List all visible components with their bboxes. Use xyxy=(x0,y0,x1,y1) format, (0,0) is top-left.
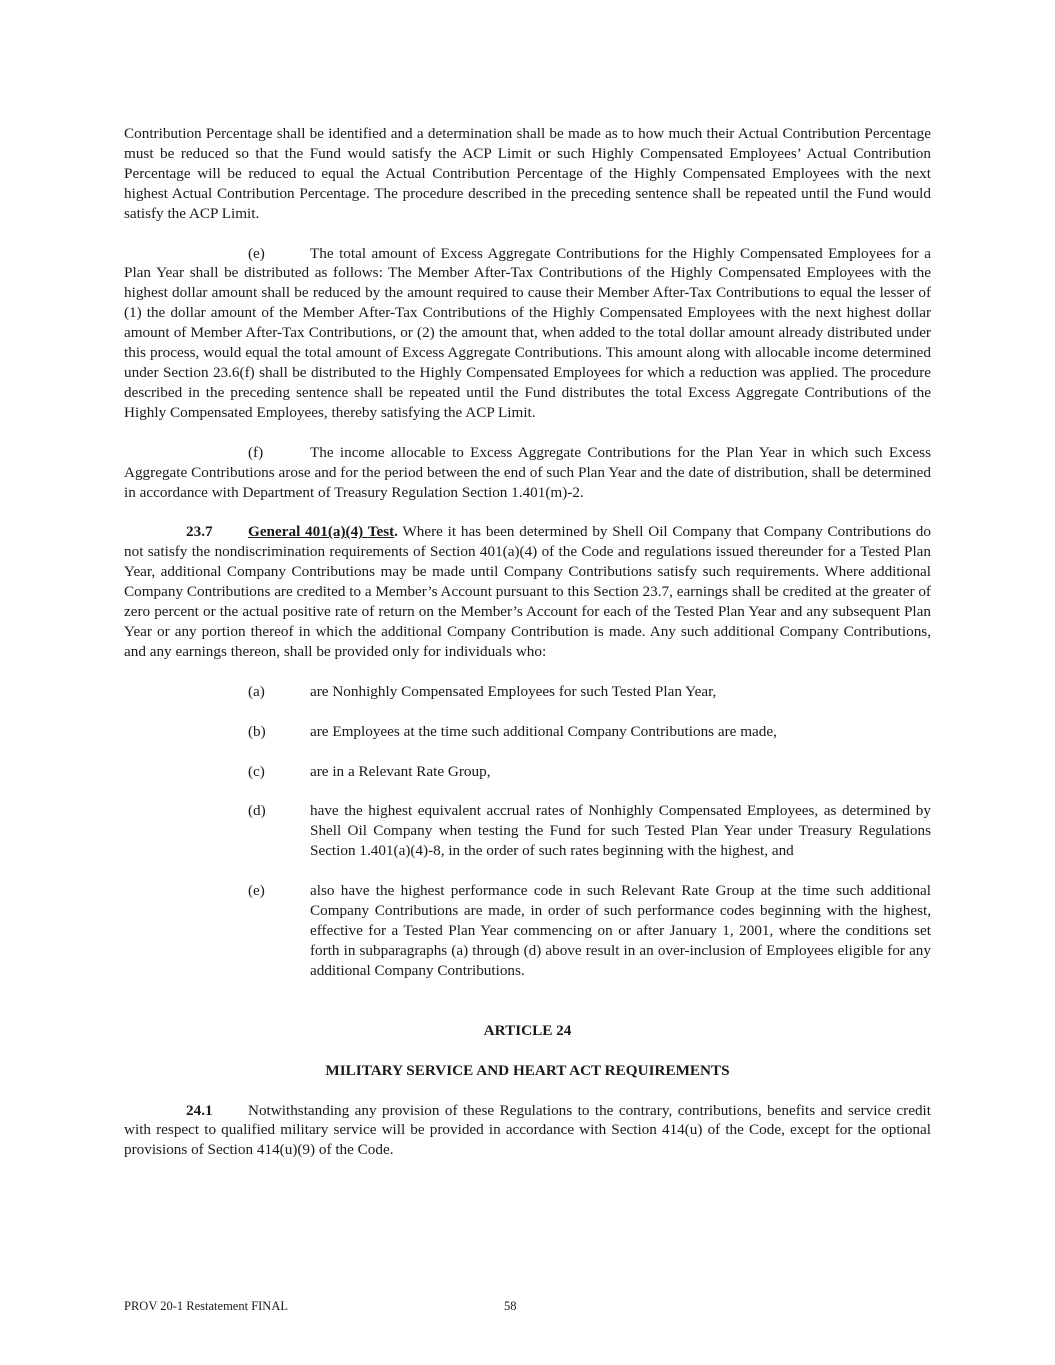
list-item xyxy=(248,682,931,702)
list-item-label: (d) xyxy=(248,802,266,820)
article-number: ARTICLE 24 xyxy=(483,1021,572,1039)
footer-doc-id: PROV 20-1 Restatement FINAL xyxy=(124,1299,288,1313)
section-23-7 xyxy=(124,522,931,661)
list-item-text: are in a Relevant Rate Group, xyxy=(310,762,491,780)
list-item-text: have the highest equivalent accrual rates of Nonhighly Compensated Employees, as determined by Shell Oil Company when testing the Fund for such Tested Plan Year under Treasury Regulations Section 1.401(a)(4)-8, in the order of such rates beginning with the highest, and xyxy=(310,802,931,860)
list-item-text: are Nonhighly Compensated Employees for such Tested Plan Year, xyxy=(310,682,717,700)
list-item-label: (a) xyxy=(248,682,265,700)
section-24-1 xyxy=(124,1101,931,1161)
document-page xyxy=(124,124,931,1180)
section-24-1-text: Notwithstanding any provision of these Regulations to the contrary, contributions, benefits and service credit with respect to qualified military service will be provided in accordance with Section 414(u) of the Code, except for the optional provisions of Section 414(u)(9) of the Code. xyxy=(124,1101,931,1159)
footer-page-number: 58 xyxy=(504,1299,517,1313)
section-23-7-title-period: . xyxy=(394,523,398,541)
list-item-label: (e) xyxy=(248,882,265,900)
paragraph-f-text: The income allocable to Excess Aggregate Contributions for the Plan Year in which such Excess Aggregate Contributions arose and for the period between the end of such Plan Year and the date of distribution, shall be determined in accordance with Department of Treasury Regulation Section 1.401(m)-2. xyxy=(124,443,931,501)
section-23-7-number: 23.7 xyxy=(186,523,213,541)
section-24-1-number: 24.1 xyxy=(186,1101,213,1119)
list-item-label: (c) xyxy=(248,762,265,780)
paragraph-f-label: (f) xyxy=(248,443,264,461)
list-item xyxy=(248,762,931,782)
paragraph-e xyxy=(124,244,931,423)
list-item xyxy=(248,881,931,981)
article-title: MILITARY SERVICE AND HEART ACT REQUIREMENTS xyxy=(325,1061,730,1079)
list-item-label: (b) xyxy=(248,722,266,740)
paragraph-f xyxy=(124,443,931,503)
spacer xyxy=(124,1001,931,1021)
paragraph-e-text: The total amount of Excess Aggregate Contributions for the Highly Compensated Employees for a Plan Year shall be distributed as follows: The Member After-Tax Contributions of the Highly Compensated Employees with the highest dollar amount shall be reduced by the amount required to cause their Member After-Tax Contributions to equal the lesser of (1) the dollar amount of the Member After-Tax Contributions of the Highly Compensated Employees with the next highest dollar amount of Member After-Tax Contributions, or (2) the amount that, when added to the total dollar amount already distributed under this process, would equal the total amount of Excess Aggregate Contributions. This amount along with allocable income determined under Section 23.6(f) shall be distributed to the Highly Compensated Employees for which a reduction was applied. The procedure described in the preceding sentence shall be repeated until the Fund distributes the total Excess Aggregate Contributions of the Highly Compensated Employees, thereby satisfying the ACP Limit. xyxy=(124,244,931,421)
paragraph-e-label: (e) xyxy=(248,244,265,262)
list-item xyxy=(248,722,931,742)
list-item-text: also have the highest performance code in such Relevant Rate Group at the time such additional Company Contributions are made, in order of such performance codes beginning with the highest, effective for a Tested Plan Year commencing on or after January 1, 2001, where the conditions set forth in subparagraphs (a) through (d) above result in an over-inclusion of Employees eligible for any additional Company Contributions. xyxy=(310,882,931,979)
section-23-7-text: Where it has been determined by Shell Oil Company that Company Contributions do not satisfy the nondiscrimination requirements of Section 401(a)(4) of the Code and regulations issued thereunder for a Tested Plan Year, additional Company Contributions may be made until Company Contributions satisfy such requirements. Where additional Company Contributions are credited to a Member’s Account pursuant to this Section 23.7, earnings shall be credited at the greater of zero percent or the actual positive rate of return on the Member’s Account for each of the Tested Plan Year and any subsequent Plan Year or any portion thereof in which the additional Company Contribution is made. Any such additional Company Contributions, and any earnings thereon, shall be provided only for individuals who: xyxy=(124,523,931,660)
section-23-7-title: General 401(a)(4) Test xyxy=(248,523,395,541)
list-item xyxy=(248,801,931,861)
paragraph-continuation: Contribution Percentage shall be identified and a determination shall be made as to how much their Actual Contribution Percentage must be reduced so that the Fund would satisfy the ACP Limit or such Highly Compensated Employees’ Actual Contribution Percentage will be reduced to equal the Actual Contribution Percentage of the Highly Compensated Employees with the next highest Actual Contribution Percentage. The procedure described in the preceding sentence shall be repeated until the Fund would satisfy the ACP Limit. xyxy=(124,125,931,222)
list-item-text: are Employees at the time such additional Company Contributions are made, xyxy=(310,722,777,740)
